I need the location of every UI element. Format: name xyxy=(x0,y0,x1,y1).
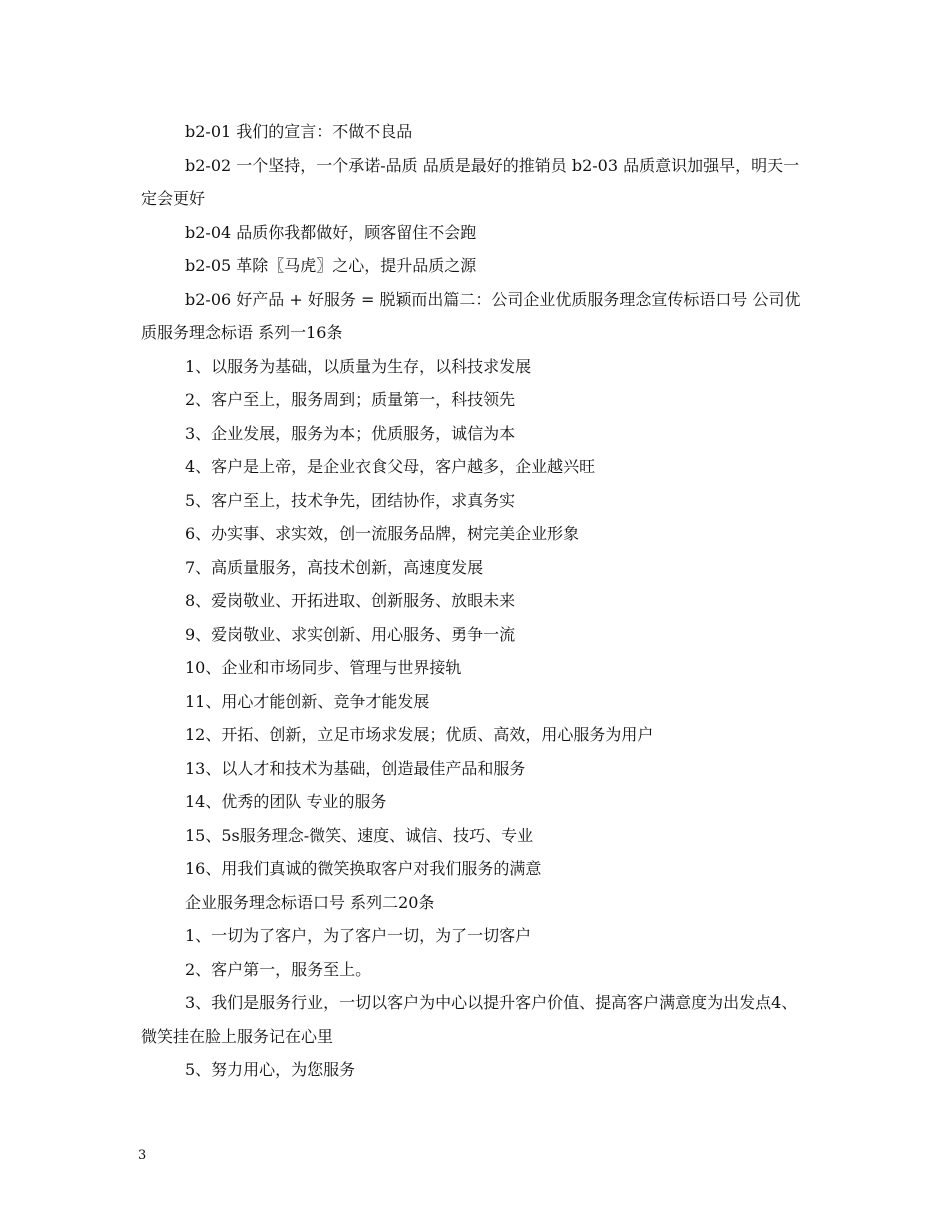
paragraph: 9、爱岗敬业、求实创新、用心服务、勇争一流 xyxy=(185,624,516,644)
paragraph: 11、用心才能创新、竞争才能发展 xyxy=(185,691,430,711)
paragraph: 2、客户第一，服务至上。 xyxy=(185,959,372,979)
paragraph: b2-06 好产品 + 好服务 = 脱颖而出篇二：公司企业优质服务理念宣传标语口号 公司优质服务理念标语 系列一16条 xyxy=(141,289,801,342)
paragraph: 5、努力用心，为您服务 xyxy=(185,1060,356,1079)
paragraph: 6、办实事、求实效，创一流服务品牌，树完美企业形象 xyxy=(185,524,580,543)
paragraph: 16、用我们真诚的微笑换取客户对我们服务的满意 xyxy=(185,859,542,878)
paragraph: 5、客户至上，技术争先，团结协作，求真务实 xyxy=(185,490,516,510)
paragraph: 2、客户至上，服务周到；质量第一，科技领先 xyxy=(185,390,516,409)
document-body xyxy=(141,115,813,1087)
page-number: 3 xyxy=(138,1148,147,1163)
paragraph: 1、以服务为基础，以质量为生存，以科技求发展 xyxy=(185,356,532,376)
paragraph: 3、企业发展，服务为本；优质服务，诚信为本 xyxy=(185,423,516,443)
paragraph: b2-04 品质你我都做好，顾客留住不会跑 xyxy=(185,222,477,242)
paragraph: 1、一切为了客户，为了客户一切，为了一切客户 xyxy=(185,926,532,945)
paragraph: 13、以人才和技术为基础，创造最佳产品和服务 xyxy=(185,758,526,778)
paragraph: b2-05 革除〖马虎〗之心，提升品质之源 xyxy=(185,256,477,275)
paragraph: 8、爱岗敬业、开拓进取、创新服务、放眼未来 xyxy=(185,591,516,610)
paragraph: b2-01 我们的宣言：不做不良品 xyxy=(185,122,413,141)
paragraph: 7、高质量服务，高技术创新，高速度发展 xyxy=(185,557,484,577)
paragraph: b2-02 一个坚持，一个承诺-品质 品质是最好的推销员 b2-03 品质意识加强早，明天一定会更好 xyxy=(141,155,800,208)
paragraph: 15、5s服务理念-微笑、速度、诚信、技巧、专业 xyxy=(185,825,534,845)
paragraph: 14、优秀的团队 专业的服务 xyxy=(185,792,387,811)
paragraph: 12、开拓、创新，立足市场求发展；优质、高效，用心服务为用户 xyxy=(185,725,654,744)
paragraph: 3、我们是服务行业，一切以客户为中心以提升客户价值、提高客户满意度为出发点4、微笑挂在脸上服务记在心里 xyxy=(141,993,798,1046)
paragraph: 10、企业和市场同步、管理与世界接轨 xyxy=(185,658,462,677)
paragraph: 4、客户是上帝，是企业衣食父母，客户越多，企业越兴旺 xyxy=(185,457,596,476)
paragraph: 企业服务理念标语口号 系列二20条 xyxy=(185,892,435,912)
